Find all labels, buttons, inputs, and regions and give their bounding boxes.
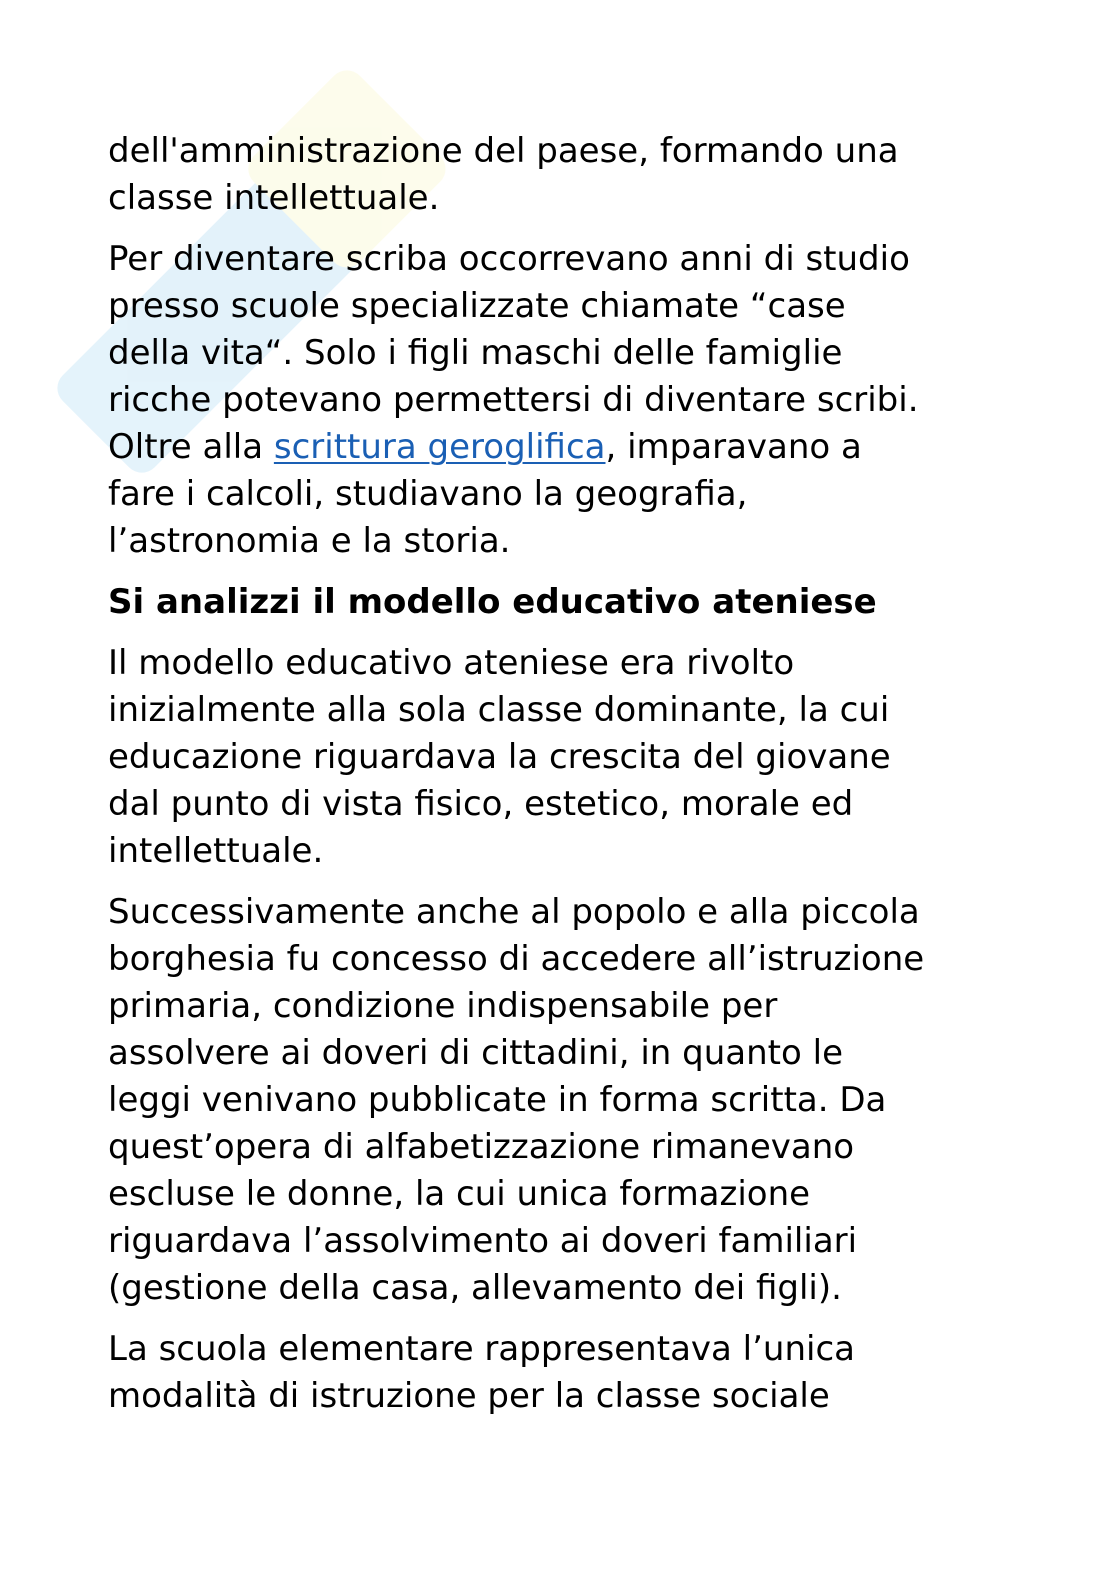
section-heading: Si analizzi il modello educativo ateniese: [108, 582, 877, 622]
document-body: [108, 128, 1068, 1434]
paragraph-athenian-model: Il modello educativo ateniese era rivolto inizialmente alla sola classe dominante, la cui educazione riguardava la crescita del giovane dal punto di vista fisico, estetico, morale ed intellettuale.: [108, 643, 891, 871]
paragraph-scribes-text-1: Per diventare scriba occorrevano anni di studio presso scuole specializzate chiamate “case della vita“. Solo i figli maschi delle famiglie ricche potevano permettersi di diventare scribi. Oltre alla: [108, 239, 919, 467]
paragraph-elementary-school: La scuola elementare rappresentava l’unica modalità di istruzione per la classe sociale: [108, 1329, 855, 1416]
paragraph-scribes-text-2: , imparavano a fare i calcoli, studiavano la geografia, l’astronomia e la storia.: [108, 427, 862, 561]
paragraph-primary-education: Successivamente anche al popolo e alla piccola borghesia fu concesso di accedere all’istruzione primaria, condizione indispensabile per assolvere ai doveri di cittadini, in quanto le leggi venivano pubblicate in forma scritta. Da quest’opera di alfabetizzazione rimanevano escluse le donne, la cui unica formazione riguardava l’assolvimento ai doveri familiari (gestione della casa, allevamento dei figli).: [108, 892, 925, 1308]
paragraph-intro: dell'amministrazione del paese, formando una classe intellettuale.: [108, 131, 899, 218]
scrittura-geroglifica-link[interactable]: scrittura geroglifica: [273, 427, 606, 467]
paragraph-scribes: [108, 236, 1068, 565]
